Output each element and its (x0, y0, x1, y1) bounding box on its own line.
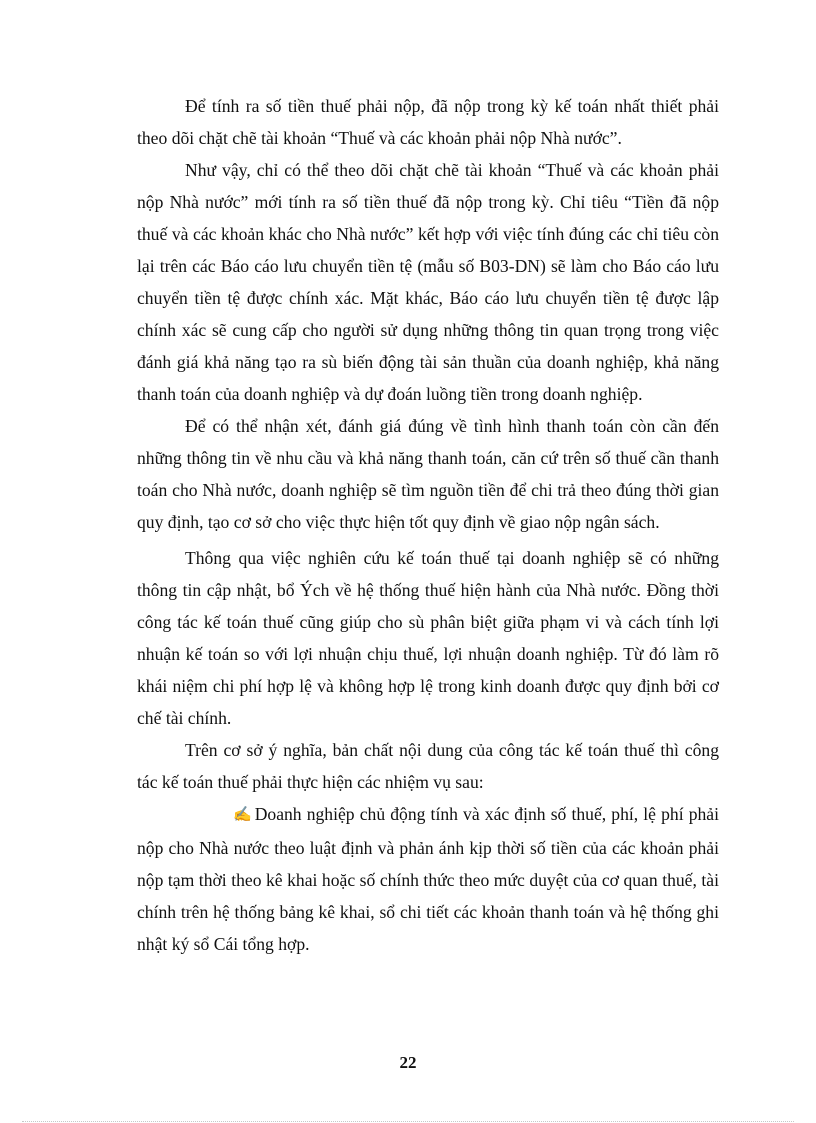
bullet-text: Doanh nghiệp chủ động tính và xác định số thuế, phí, lệ phí phải nộp cho Nhà nước theo luật định và phản ánh kịp thời số tiền của các khoản phải nộp tạm thời theo kê khai hoặc số chính thức theo mức duyệt của cơ quan thuế, tài chính trên hệ thống bảng kê khai, sổ chi tiết các khoản thanh toán và hệ thống ghi nhật ký sổ Cái tổng hợp. (137, 804, 719, 954)
paragraph-2: Như vậy, chỉ có thể theo dõi chặt chẽ tài khoản “Thuế và các khoản phải nộp Nhà nước” mới tính ra số tiền thuế đã nộp trong kỳ. Chỉ tiêu “Tiền đã nộp thuế và các khoản khác cho Nhà nước” kết hợp với việc tính đúng các chỉ tiêu còn lại trên các Báo cáo lưu chuyển tiền tệ (mẫu số B03-DN) sẽ làm cho Báo cáo lưu chuyển tiền tệ được chính xác. Mặt khác, Báo cáo lưu chuyển tiền tệ được lập chính xác sẽ cung cấp cho người sử dụng những thông tin quan trọng trong việc đánh giá khả năng tạo ra sù biến động tài sản thuần của doanh nghiệp, khả năng thanh toán của doanh nghiệp và dự đoán luồng tiền trong doanh nghiệp. (137, 160, 719, 404)
body-text (137, 90, 719, 960)
pen-nib-icon: ✍ (233, 807, 252, 823)
bullet-paragraph (137, 798, 719, 960)
page-bottom-border (22, 1121, 794, 1122)
paragraph-1: Để tính ra số tiền thuế phải nộp, đã nộp trong kỳ kế toán nhất thiết phải theo dõi chặt chẽ tài khoản “Thuế và các khoản phải nộp Nhà nước”. (137, 96, 719, 148)
page-number: 22 (399, 1053, 417, 1072)
paragraph-4: Thông qua việc nghiên cứu kế toán thuế tại doanh nghiệp sẽ có những thông tin cập nhật, bổ Ých về hệ thống thuế hiện hành của Nhà nước. Đồng thời công tác kế toán thuế cũng giúp cho sù phân biệt giữa phạm vi và cách tính lợi nhuận kế toán so với lợi nhuận chịu thuế, lợi nhuận doanh nghiệp. Từ đó làm rõ khái niệm chi phí hợp lệ và không hợp lệ trong kinh doanh được quy định bởi cơ chế tài chính. (137, 548, 719, 728)
paragraph-3: Để có thể nhận xét, đánh giá đúng về tình hình thanh toán còn cần đến những thông tin về nhu cầu và khả năng thanh toán, căn cứ trên số thuế cần thanh toán cho Nhà nước, doanh nghiệp sẽ tìm nguồn tiền để chi trả theo đúng thời gian quy định, tạo cơ sở cho việc thực hiện tốt quy định về giao nộp ngân sách. (137, 416, 719, 532)
paragraph-5: Trên cơ sở ý nghĩa, bản chất nội dung của công tác kế toán thuế thì công tác kế toán thuế phải thực hiện các nhiệm vụ sau: (137, 740, 719, 792)
